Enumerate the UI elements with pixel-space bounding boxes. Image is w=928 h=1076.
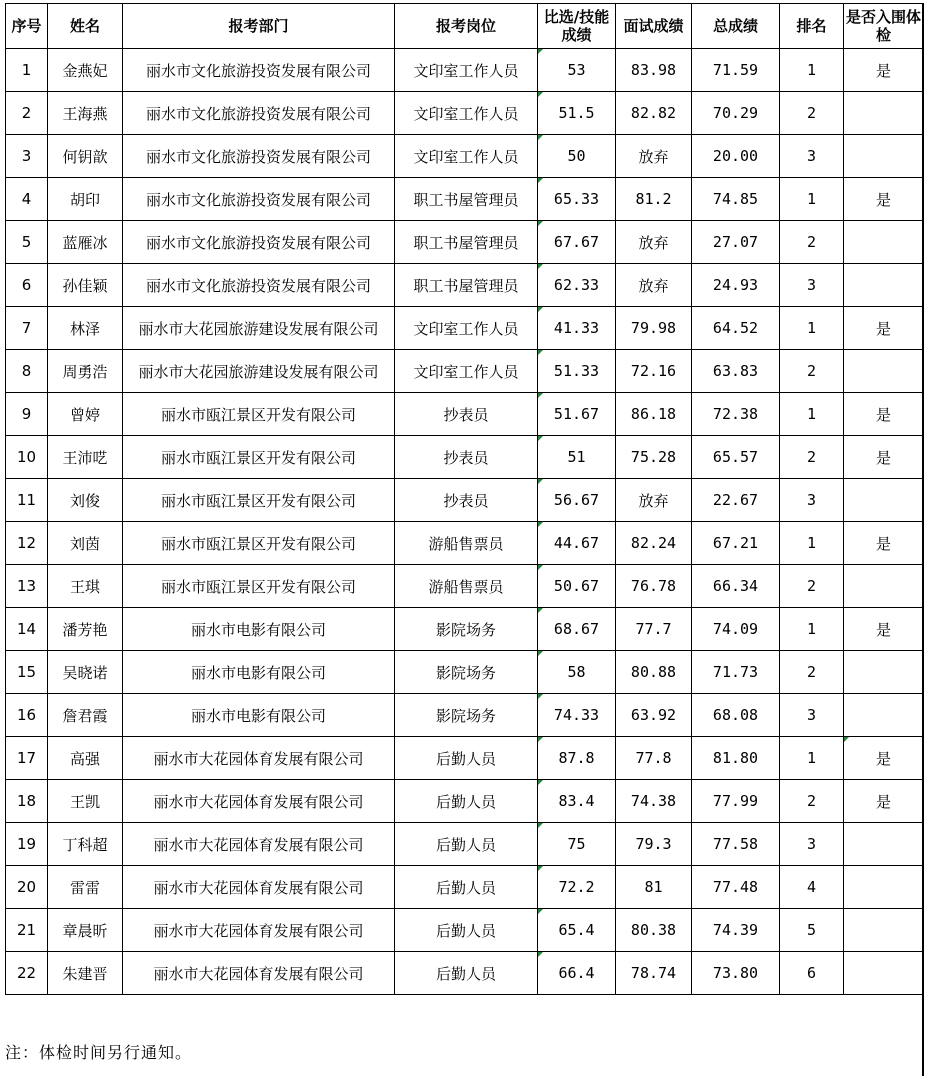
cell-interview: 80.88	[616, 651, 692, 694]
cell-name: 曾婷	[48, 393, 123, 436]
header-name: 姓名	[48, 4, 123, 49]
cell-total: 63.83	[692, 350, 780, 393]
cell-exam	[844, 565, 924, 608]
cell-name: 王海燕	[48, 92, 123, 135]
cell-post: 游船售票员	[395, 522, 538, 565]
header-dept: 报考部门	[123, 4, 395, 49]
cell-post: 职工书屋管理员	[395, 221, 538, 264]
cell-total: 67.21	[692, 522, 780, 565]
cell-written: 50	[538, 135, 616, 178]
cell-exam	[844, 694, 924, 737]
cell-post: 影院场务	[395, 651, 538, 694]
table-row	[6, 780, 924, 823]
cell-rank: 2	[780, 92, 844, 135]
cell-dept: 丽水市文化旅游投资发展有限公司	[123, 135, 395, 178]
cell-dept: 丽水市大花园体育发展有限公司	[123, 737, 395, 780]
cell-interview: 77.7	[616, 608, 692, 651]
cell-exam	[844, 221, 924, 264]
cell-written: 44.67	[538, 522, 616, 565]
cell-exam	[844, 479, 924, 522]
table-row	[6, 694, 924, 737]
cell-rank: 2	[780, 221, 844, 264]
cell-post: 后勤人员	[395, 952, 538, 995]
cell-rank: 5	[780, 909, 844, 952]
cell-written: 67.67	[538, 221, 616, 264]
cell-written: 75	[538, 823, 616, 866]
cell-written: 58	[538, 651, 616, 694]
cell-dept: 丽水市文化旅游投资发展有限公司	[123, 264, 395, 307]
cell-rank: 3	[780, 264, 844, 307]
footnote: 注：体检时间另行通知。	[5, 1043, 193, 1062]
cell-rank: 2	[780, 780, 844, 823]
cell-exam	[844, 823, 924, 866]
cell-seq: 19	[6, 823, 48, 866]
cell-post: 职工书屋管理员	[395, 178, 538, 221]
cell-seq: 21	[6, 909, 48, 952]
cell-dept: 丽水市瓯江景区开发有限公司	[123, 479, 395, 522]
cell-written: 51.5	[538, 92, 616, 135]
cell-interview: 77.8	[616, 737, 692, 780]
cell-interview: 79.3	[616, 823, 692, 866]
cell-interview: 82.82	[616, 92, 692, 135]
cell-written: 51.67	[538, 393, 616, 436]
table-row	[6, 49, 924, 92]
cell-name: 林泽	[48, 307, 123, 350]
cell-post: 后勤人员	[395, 823, 538, 866]
cell-exam: 是	[844, 307, 924, 350]
cell-rank: 1	[780, 608, 844, 651]
header-interview: 面试成绩	[616, 4, 692, 49]
cell-name: 詹君霞	[48, 694, 123, 737]
cell-interview: 放弃	[616, 264, 692, 307]
cell-name: 章晨昕	[48, 909, 123, 952]
cell-dept: 丽水市大花园体育发展有限公司	[123, 952, 395, 995]
cell-written: 87.8	[538, 737, 616, 780]
cell-post: 后勤人员	[395, 866, 538, 909]
cell-total: 74.39	[692, 909, 780, 952]
cell-interview: 79.98	[616, 307, 692, 350]
cell-seq: 11	[6, 479, 48, 522]
cell-rank: 3	[780, 823, 844, 866]
cell-seq: 7	[6, 307, 48, 350]
cell-seq: 14	[6, 608, 48, 651]
cell-seq: 12	[6, 522, 48, 565]
cell-post: 后勤人员	[395, 780, 538, 823]
cell-exam: 是	[844, 49, 924, 92]
cell-post: 抄表员	[395, 393, 538, 436]
cell-written: 74.33	[538, 694, 616, 737]
cell-rank: 1	[780, 49, 844, 92]
header-row	[6, 4, 924, 49]
cell-interview: 75.28	[616, 436, 692, 479]
table-row	[6, 350, 924, 393]
cell-total: 70.29	[692, 92, 780, 135]
table-row	[6, 393, 924, 436]
cell-total: 77.99	[692, 780, 780, 823]
cell-written: 65.4	[538, 909, 616, 952]
cell-exam: 是	[844, 737, 924, 780]
cell-total: 74.09	[692, 608, 780, 651]
cell-name: 潘芳艳	[48, 608, 123, 651]
cell-post: 文印室工作人员	[395, 307, 538, 350]
cell-exam	[844, 350, 924, 393]
cell-name: 王沛呓	[48, 436, 123, 479]
cell-dept: 丽水市大花园旅游建设发展有限公司	[123, 307, 395, 350]
cell-written: 51.33	[538, 350, 616, 393]
cell-dept: 丽水市大花园体育发展有限公司	[123, 780, 395, 823]
cell-written: 83.4	[538, 780, 616, 823]
table-row	[6, 909, 924, 952]
cell-name: 吴晓诺	[48, 651, 123, 694]
table-row	[6, 823, 924, 866]
cell-written: 53	[538, 49, 616, 92]
cell-name: 雷雷	[48, 866, 123, 909]
results-table	[5, 3, 924, 995]
cell-total: 77.58	[692, 823, 780, 866]
cell-post: 文印室工作人员	[395, 49, 538, 92]
cell-rank: 1	[780, 393, 844, 436]
table-row	[6, 866, 924, 909]
cell-post: 抄表员	[395, 436, 538, 479]
cell-seq: 15	[6, 651, 48, 694]
cell-exam: 是	[844, 178, 924, 221]
cell-written: 65.33	[538, 178, 616, 221]
cell-total: 77.48	[692, 866, 780, 909]
table-row	[6, 436, 924, 479]
cell-exam: 是	[844, 608, 924, 651]
cell-written: 51	[538, 436, 616, 479]
cell-seq: 1	[6, 49, 48, 92]
cell-seq: 3	[6, 135, 48, 178]
cell-rank: 2	[780, 350, 844, 393]
cell-post: 文印室工作人员	[395, 350, 538, 393]
cell-interview: 74.38	[616, 780, 692, 823]
cell-rank: 1	[780, 522, 844, 565]
cell-name: 朱建晋	[48, 952, 123, 995]
cell-interview: 放弃	[616, 221, 692, 264]
cell-total: 22.67	[692, 479, 780, 522]
header-seq: 序号	[6, 4, 48, 49]
cell-dept: 丽水市文化旅游投资发展有限公司	[123, 49, 395, 92]
cell-exam	[844, 92, 924, 135]
cell-seq: 13	[6, 565, 48, 608]
cell-interview: 78.74	[616, 952, 692, 995]
cell-seq: 20	[6, 866, 48, 909]
header-rank: 排名	[780, 4, 844, 49]
cell-seq: 4	[6, 178, 48, 221]
cell-dept: 丽水市瓯江景区开发有限公司	[123, 565, 395, 608]
cell-seq: 8	[6, 350, 48, 393]
table-body	[6, 49, 924, 995]
cell-name: 刘俊	[48, 479, 123, 522]
cell-seq: 6	[6, 264, 48, 307]
cell-total: 72.38	[692, 393, 780, 436]
cell-total: 24.93	[692, 264, 780, 307]
cell-name: 刘茵	[48, 522, 123, 565]
table-row	[6, 522, 924, 565]
cell-rank: 2	[780, 651, 844, 694]
cell-post: 文印室工作人员	[395, 92, 538, 135]
cell-total: 66.34	[692, 565, 780, 608]
cell-total: 20.00	[692, 135, 780, 178]
cell-written: 72.2	[538, 866, 616, 909]
header-total: 总成绩	[692, 4, 780, 49]
table-row	[6, 565, 924, 608]
cell-exam	[844, 264, 924, 307]
header-exam: 是否入围体检	[844, 4, 924, 49]
cell-written: 62.33	[538, 264, 616, 307]
cell-interview: 63.92	[616, 694, 692, 737]
cell-total: 64.52	[692, 307, 780, 350]
cell-seq: 10	[6, 436, 48, 479]
table-row	[6, 651, 924, 694]
cell-post: 后勤人员	[395, 909, 538, 952]
cell-dept: 丽水市电影有限公司	[123, 651, 395, 694]
cell-post: 文印室工作人员	[395, 135, 538, 178]
cell-exam: 是	[844, 522, 924, 565]
cell-total: 73.80	[692, 952, 780, 995]
cell-exam	[844, 135, 924, 178]
cell-name: 胡印	[48, 178, 123, 221]
header-post: 报考岗位	[395, 4, 538, 49]
cell-interview: 86.18	[616, 393, 692, 436]
cell-name: 丁科超	[48, 823, 123, 866]
cell-rank: 1	[780, 737, 844, 780]
table-row	[6, 952, 924, 995]
cell-total: 27.07	[692, 221, 780, 264]
cell-dept: 丽水市电影有限公司	[123, 608, 395, 651]
cell-interview: 放弃	[616, 135, 692, 178]
cell-seq: 9	[6, 393, 48, 436]
cell-dept: 丽水市大花园体育发展有限公司	[123, 823, 395, 866]
cell-rank: 2	[780, 436, 844, 479]
cell-name: 王琪	[48, 565, 123, 608]
cell-rank: 1	[780, 307, 844, 350]
cell-rank: 4	[780, 866, 844, 909]
table-row	[6, 479, 924, 522]
cell-rank: 3	[780, 694, 844, 737]
cell-post: 抄表员	[395, 479, 538, 522]
cell-dept: 丽水市瓯江景区开发有限公司	[123, 436, 395, 479]
right-border-line	[922, 3, 924, 1076]
cell-exam	[844, 952, 924, 995]
cell-name: 何钥歆	[48, 135, 123, 178]
cell-dept: 丽水市电影有限公司	[123, 694, 395, 737]
cell-total: 81.80	[692, 737, 780, 780]
cell-exam: 是	[844, 436, 924, 479]
cell-written: 56.67	[538, 479, 616, 522]
cell-exam: 是	[844, 780, 924, 823]
cell-interview: 81.2	[616, 178, 692, 221]
cell-post: 后勤人员	[395, 737, 538, 780]
table-row	[6, 221, 924, 264]
cell-total: 71.73	[692, 651, 780, 694]
cell-post: 职工书屋管理员	[395, 264, 538, 307]
cell-written: 68.67	[538, 608, 616, 651]
cell-dept: 丽水市大花园旅游建设发展有限公司	[123, 350, 395, 393]
cell-seq: 5	[6, 221, 48, 264]
cell-exam	[844, 651, 924, 694]
cell-name: 金燕妃	[48, 49, 123, 92]
table-row	[6, 608, 924, 651]
cell-dept: 丽水市瓯江景区开发有限公司	[123, 522, 395, 565]
cell-seq: 17	[6, 737, 48, 780]
cell-rank: 2	[780, 565, 844, 608]
cell-interview: 82.24	[616, 522, 692, 565]
cell-dept: 丽水市文化旅游投资发展有限公司	[123, 92, 395, 135]
cell-rank: 1	[780, 178, 844, 221]
cell-interview: 80.38	[616, 909, 692, 952]
cell-dept: 丽水市文化旅游投资发展有限公司	[123, 221, 395, 264]
cell-seq: 16	[6, 694, 48, 737]
cell-rank: 6	[780, 952, 844, 995]
cell-post: 影院场务	[395, 694, 538, 737]
table-row	[6, 135, 924, 178]
table-row	[6, 264, 924, 307]
cell-interview: 76.78	[616, 565, 692, 608]
cell-rank: 3	[780, 135, 844, 178]
cell-seq: 22	[6, 952, 48, 995]
cell-name: 蓝雁冰	[48, 221, 123, 264]
cell-dept: 丽水市大花园体育发展有限公司	[123, 866, 395, 909]
cell-post: 游船售票员	[395, 565, 538, 608]
cell-written: 41.33	[538, 307, 616, 350]
table-row	[6, 307, 924, 350]
table-row	[6, 92, 924, 135]
cell-written: 50.67	[538, 565, 616, 608]
cell-dept: 丽水市文化旅游投资发展有限公司	[123, 178, 395, 221]
cell-total: 68.08	[692, 694, 780, 737]
cell-seq: 18	[6, 780, 48, 823]
cell-total: 71.59	[692, 49, 780, 92]
cell-name: 孙佳颖	[48, 264, 123, 307]
cell-total: 74.85	[692, 178, 780, 221]
cell-rank: 3	[780, 479, 844, 522]
cell-name: 王凯	[48, 780, 123, 823]
cell-interview: 72.16	[616, 350, 692, 393]
cell-name: 高强	[48, 737, 123, 780]
cell-seq: 2	[6, 92, 48, 135]
cell-name: 周勇浩	[48, 350, 123, 393]
cell-written: 66.4	[538, 952, 616, 995]
cell-dept: 丽水市大花园体育发展有限公司	[123, 909, 395, 952]
cell-post: 影院场务	[395, 608, 538, 651]
cell-exam	[844, 909, 924, 952]
cell-interview: 放弃	[616, 479, 692, 522]
cell-interview: 83.98	[616, 49, 692, 92]
table-row	[6, 178, 924, 221]
cell-interview: 81	[616, 866, 692, 909]
cell-total: 65.57	[692, 436, 780, 479]
cell-exam: 是	[844, 393, 924, 436]
cell-dept: 丽水市瓯江景区开发有限公司	[123, 393, 395, 436]
table-row	[6, 737, 924, 780]
header-written: 比选/技能成绩	[538, 4, 616, 49]
cell-exam	[844, 866, 924, 909]
